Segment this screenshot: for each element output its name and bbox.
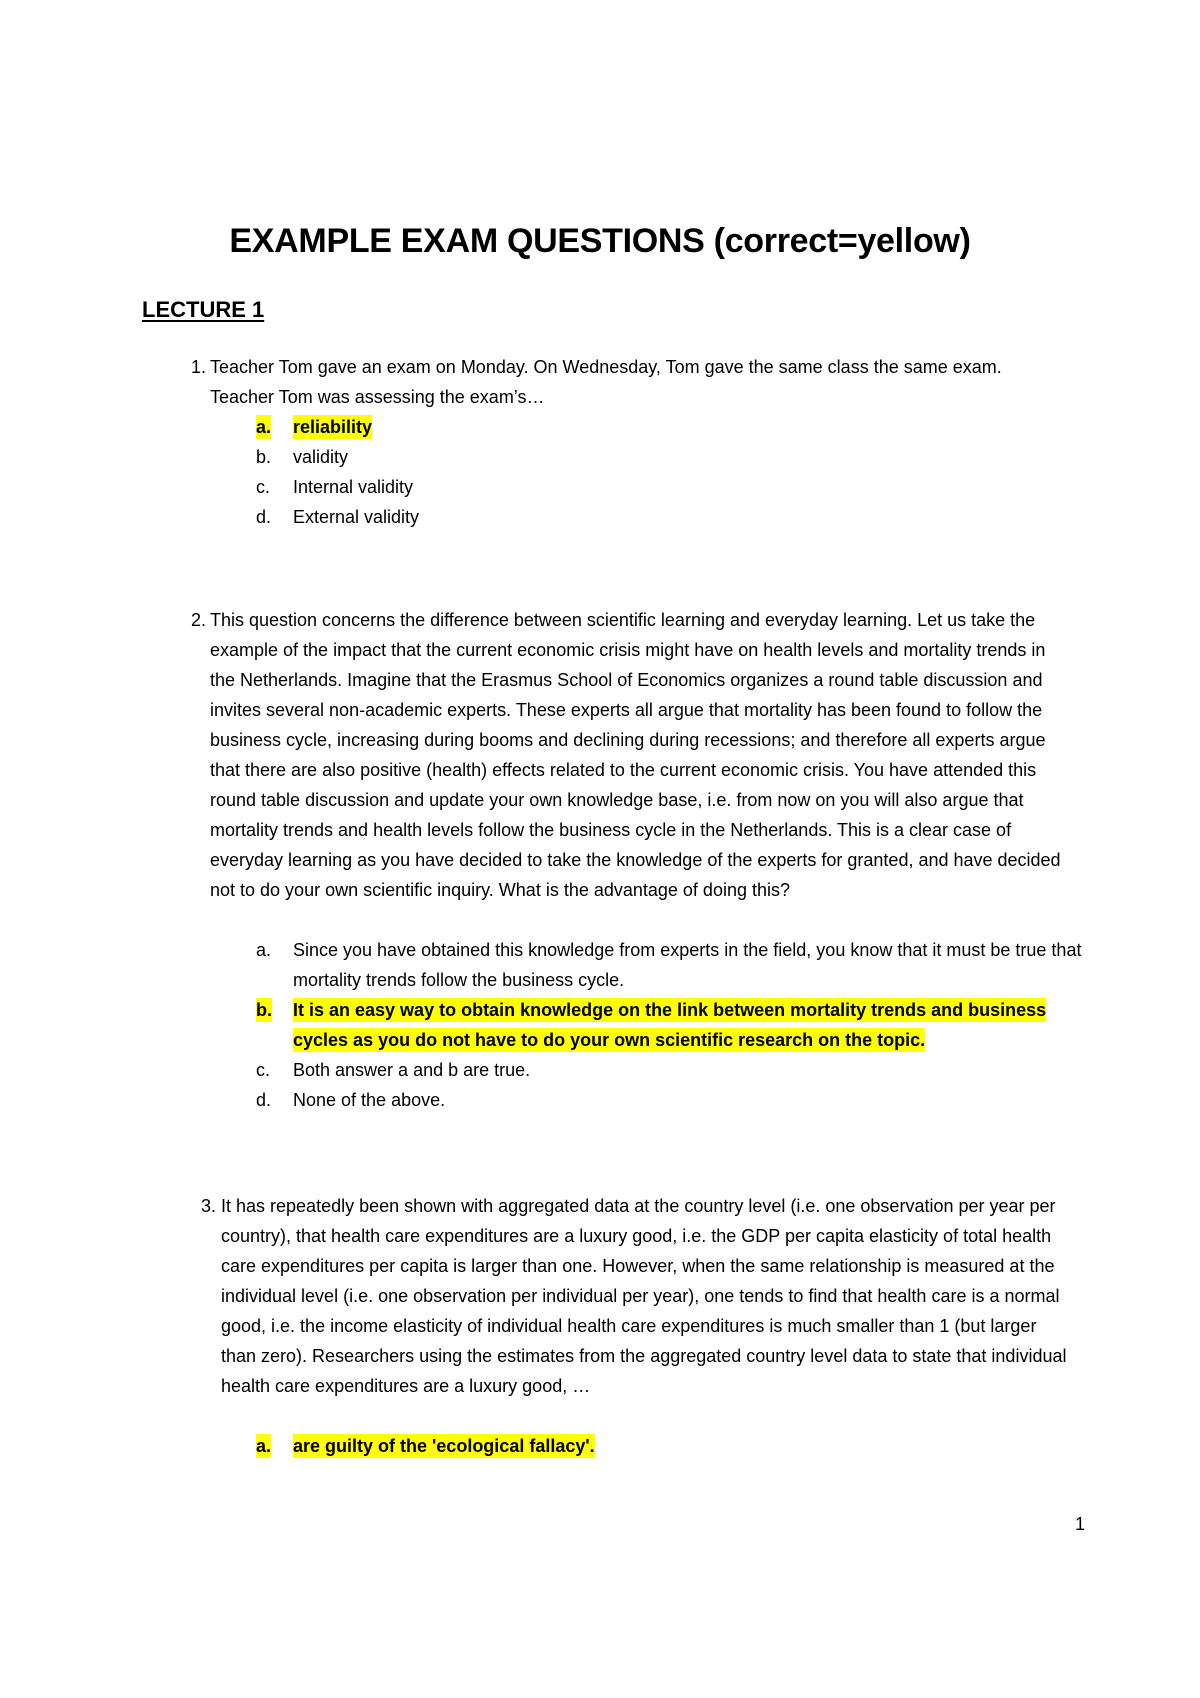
page-number: 1 — [1074, 1514, 1085, 1534]
option-letter: c. — [256, 477, 271, 497]
option-letter: d. — [256, 507, 272, 527]
option-d — [0, 502, 1200, 532]
option-text: are guilty of the 'ecological fallacy'. — [293, 1436, 595, 1456]
question-number: 2. — [190, 610, 206, 630]
option-b — [0, 442, 1200, 472]
option-c — [0, 472, 1200, 502]
option-text: Internal validity — [293, 477, 414, 497]
options-list-q2 — [0, 935, 1200, 1115]
option-text: Both answer a and b are true. — [293, 1060, 531, 1080]
option-letter: d. — [256, 1090, 272, 1110]
option-text: reliability — [293, 417, 373, 437]
section-heading-lecture: LECTURE 1 — [142, 297, 265, 322]
question-number: 1. — [190, 357, 206, 377]
option-b-correct — [0, 995, 1200, 1055]
option-c — [0, 1055, 1200, 1085]
option-a-correct — [0, 412, 1200, 442]
question-text: This question concerns the difference between scientific learning and everyday learning. Let us take the example of the impact that the current economic crisis might have on health levels and mortality trends in the Netherlands. Imagine that the Erasmus School of Economics organizes a round table discussion and invites several non-academic experts. These experts all argue that mortality has been found to follow the business cycle, increasing during booms and declining during recessions; and therefore all experts argue that there are also positive (health) effects related to the current economic crisis. You have attended this round table discussion and update your own knowledge base, i.e. from now on you will also argue that mortality trends and health levels follow the business cycle in the Netherlands. This is a clear case of everyday learning as you have decided to take the knowledge of the experts for granted, and have decided not to do your own scientific inquiry. What is the advantage of doing this? — [210, 610, 1061, 900]
options-list-q3 — [0, 1431, 1200, 1461]
option-letter: b. — [256, 447, 272, 467]
option-text: None of the above. — [293, 1090, 446, 1110]
option-text: validity — [293, 447, 349, 467]
option-text: External validity — [293, 507, 420, 527]
option-letter: a. — [256, 1436, 272, 1456]
question-number: 3. — [200, 1196, 216, 1216]
document-title: EXAMPLE EXAM QUESTIONS (correct=yellow) — [229, 222, 971, 260]
question-text: It has repeatedly been shown with aggregated data at the country level (i.e. one observation per year per country), that health care expenditures are a luxury good, i.e. the GDP per capita elasticity of total health care expenditures per capita is larger than one. However, when the same relationship is measured at the individual level (i.e. one observation per individual per year), one tends to find that health care is a normal good, i.e. the income elasticity of individual health care expenditures is much smaller than 1 (but larger than zero). Researchers using the estimates from the aggregated country level data to state that individual health care expenditures are a luxury good, … — [221, 1196, 1067, 1396]
option-letter: b. — [256, 1000, 272, 1020]
option-a — [0, 935, 1200, 995]
option-letter: a. — [256, 940, 272, 960]
option-letter: a. — [256, 417, 272, 437]
option-letter: c. — [256, 1060, 271, 1080]
options-list-q1 — [0, 412, 1200, 532]
option-text: Since you have obtained this knowledge from experts in the field, you know that it must be true that mortality trends follow the business cycle. — [293, 940, 1082, 990]
option-d — [0, 1085, 1200, 1115]
option-text: It is an easy way to obtain knowledge on the link between mortality trends and business cycles as you do not have to do your own scientific research on the topic. — [293, 1000, 1047, 1050]
option-a-correct — [0, 1431, 1200, 1461]
question-text: Teacher Tom gave an exam on Monday. On Wednesday, Tom gave the same class the same exam. Teacher Tom was assessing the exam’s… — [210, 357, 1002, 407]
